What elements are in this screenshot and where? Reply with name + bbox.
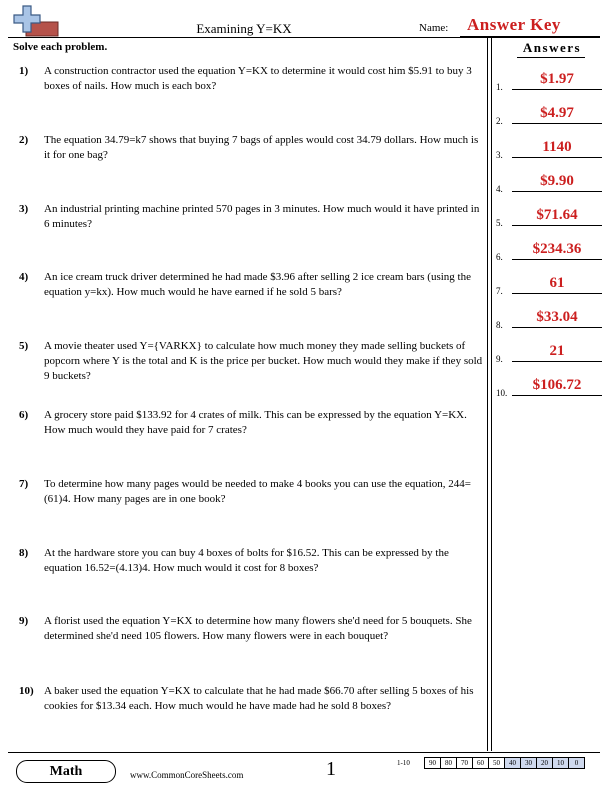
answer-value: $33.04 [536, 309, 578, 325]
score-cell: 50 [489, 758, 505, 769]
answer-line [512, 395, 602, 396]
problem-number: 2) [19, 134, 29, 146]
answer-number: 7. [496, 286, 503, 296]
score-cell: 40 [505, 758, 521, 769]
answer-line [512, 361, 602, 362]
subject-badge: Math [16, 760, 116, 783]
answer-value: $9.90 [540, 173, 574, 189]
answer-row [496, 106, 606, 126]
answer-line [512, 89, 602, 90]
problem-item [19, 339, 489, 384]
problem-number: 8) [19, 547, 29, 559]
header-divider [8, 37, 600, 38]
problem-text: A baker used the equation Y=KX to calculate that he had made $66.70 after selling 5 boxes of his cookies for $13.34 each. How much would he have made had he sold 8 boxes? [44, 685, 474, 712]
problem-item [19, 64, 489, 94]
website-url: www.CommonCoreSheets.com [130, 770, 244, 780]
answer-number: 1. [496, 82, 503, 92]
problem-text: At the hardware store you can buy 4 boxes of bolts for $16.52. This can be expressed by the equation 16.52=(4.13)4. How much would it cost for 8 boxes? [44, 547, 449, 574]
problem-text: A grocery store paid $133.92 for 4 crates of milk. This can be expressed by the equation Y=KX. How much would they have paid for 7 crates? [44, 409, 467, 436]
answer-row [496, 378, 606, 398]
answer-line [512, 259, 602, 260]
answer-row [496, 174, 606, 194]
name-label: Name: [419, 22, 449, 34]
answer-value: 1140 [542, 139, 572, 155]
answer-row [496, 344, 606, 364]
problem-item [19, 270, 489, 300]
answer-value: $234.36 [532, 241, 582, 257]
problem-number: 6) [19, 409, 29, 421]
footer-divider [8, 752, 600, 753]
problem-number: 5) [19, 340, 29, 352]
answer-number: 2. [496, 116, 503, 126]
score-table [424, 757, 585, 769]
score-cell: 20 [537, 758, 553, 769]
problem-item [19, 133, 489, 163]
answer-value: $71.64 [536, 207, 578, 223]
answers-heading: Answers [522, 40, 582, 55]
answer-line [512, 225, 602, 226]
problem-number: 7) [19, 478, 29, 490]
answer-line [512, 123, 602, 124]
problem-number: 10) [19, 685, 34, 697]
answer-row [496, 72, 606, 92]
answer-number: 10. [496, 388, 508, 398]
score-cell: 0 [569, 758, 585, 769]
problem-item [19, 477, 489, 507]
answer-row [496, 310, 606, 330]
answer-key-label: Answer Key [467, 15, 561, 34]
problem-item [19, 408, 489, 438]
problem-text: The equation 34.79=k7 shows that buying 7 bags of apples would cost 34.79 dollars. How much is it for one bag? [44, 134, 479, 161]
problem-item [19, 684, 489, 714]
answer-line [512, 191, 602, 192]
page-number: 1 [326, 758, 336, 780]
problem-text: An ice cream truck driver determined he had made $3.96 after selling 2 ice cream bars (using the equation y=kx). How much would he have earned if he sold 5 bars? [44, 271, 471, 298]
answer-number: 5. [496, 218, 503, 228]
score-range-label: 1-10 [397, 759, 410, 767]
answer-number: 3. [496, 150, 503, 160]
problem-number: 3) [19, 203, 29, 215]
answer-line [512, 327, 602, 328]
answer-line [512, 157, 602, 158]
problem-item [19, 202, 489, 232]
problem-item [19, 546, 489, 576]
answer-number: 9. [496, 354, 503, 364]
column-divider [491, 38, 492, 751]
answer-value: 21 [549, 343, 565, 359]
problem-text: A movie theater used Y={VARKX} to calculate how much money they made selling buckets of popcorn where Y is the total and K is the price per bucket. How much would they make if they sold 9 buckets? [44, 340, 483, 382]
problem-text: To determine how many pages would be needed to make 4 books you can use the equation, 244=(61)4. How many pages are in one book? [44, 478, 471, 505]
problem-text: A construction contractor used the equation Y=KX to determine it would cost him $5.91 to buy 3 boxes of nails. How much is each box? [44, 65, 472, 92]
problem-item [19, 614, 489, 644]
score-cell: 10 [553, 758, 569, 769]
problem-number: 9) [19, 615, 29, 627]
answer-number: 6. [496, 252, 503, 262]
instructions: Solve each problem. [13, 41, 108, 53]
answer-value: 61 [549, 275, 565, 291]
problem-text: An industrial printing machine printed 570 pages in 3 minutes. How much would it have printed in 6 minutes? [44, 203, 480, 230]
answer-line [512, 293, 602, 294]
page-title: Examining Y=KX [196, 21, 292, 36]
answer-row [496, 140, 606, 160]
answer-value: $4.97 [540, 105, 574, 121]
score-cell: 60 [473, 758, 489, 769]
problem-number: 4) [19, 271, 29, 283]
score-cell: 80 [441, 758, 457, 769]
answers-heading-underline [517, 57, 585, 58]
score-cell: 90 [425, 758, 441, 769]
score-cell: 70 [457, 758, 473, 769]
problem-text: A florist used the equation Y=KX to determine how many flowers she'd need for 5 bouquets. She determined she'd need 105 flowers. How many flowers were in each bouquet? [44, 615, 472, 642]
score-cell: 30 [521, 758, 537, 769]
answer-row [496, 276, 606, 296]
answer-row [496, 242, 606, 262]
answer-number: 8. [496, 320, 503, 330]
answer-value: $1.97 [540, 71, 574, 87]
answer-value: $106.72 [532, 377, 582, 393]
answer-row [496, 208, 606, 228]
problem-number: 1) [19, 65, 29, 77]
answer-number: 4. [496, 184, 503, 194]
